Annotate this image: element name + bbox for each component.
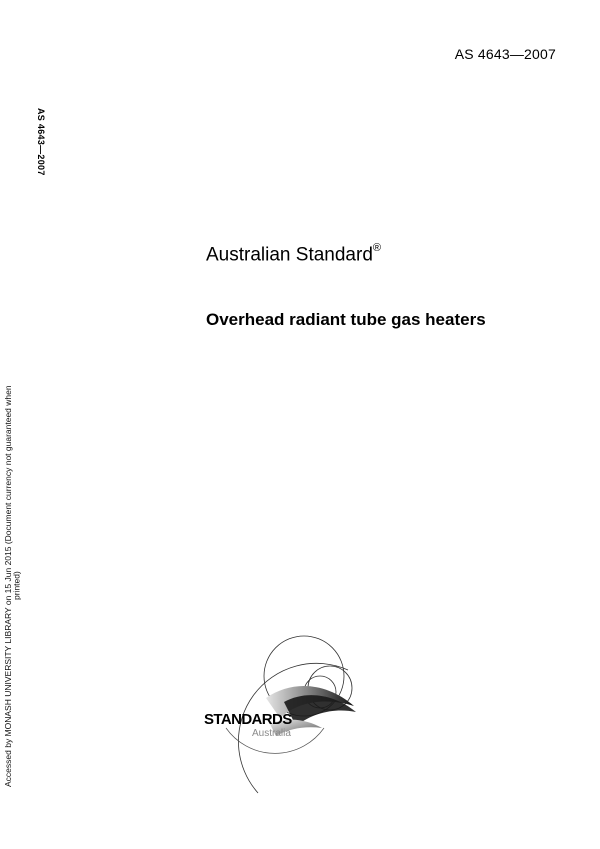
standards-australia-logo bbox=[196, 628, 376, 800]
standard-type-heading bbox=[206, 244, 381, 266]
logo-wordmark: STANDARDS bbox=[204, 711, 292, 728]
standard-title: Overhead radiant tube gas heaters bbox=[206, 310, 486, 329]
standard-type-text: Australian Standard bbox=[206, 244, 373, 266]
logo-subtext: Australia bbox=[252, 728, 291, 739]
access-margin-note: Accessed by MONASH UNIVERSITY LIBRARY on 15 Jun 2015 (Document currency not guaranteed when printed) bbox=[3, 385, 22, 787]
registered-mark: ® bbox=[372, 242, 381, 254]
spine-document-number: AS 4643—2007 bbox=[36, 108, 46, 176]
document-number: AS 4643—2007 bbox=[454, 46, 556, 62]
